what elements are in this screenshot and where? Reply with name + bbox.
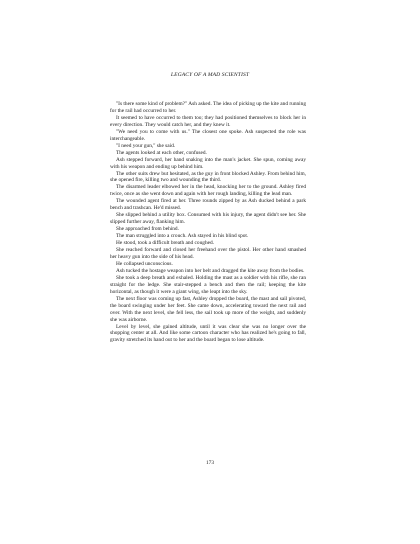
paragraph: The next floor was coming up fast, Ashley dropped the board, the mast and sail pivoted, the board swinging under her feet. She came down, accelerating toward the next rail and over. With the next level, she fell less, the sail took up more of the weight, and suddenly she was airborne. — [110, 295, 306, 323]
paragraph: She approached from behind. — [116, 226, 179, 233]
paragraph: The man struggled into a crouch. Ash stayed in his blind spot. — [116, 233, 249, 240]
paragraph: He collapsed unconscious. — [116, 260, 173, 267]
body-text — [110, 101, 306, 344]
paragraph: She reached forward and closed her freehand over the pistol. Her other hand smashed her heavy gun into the side of his head. — [110, 247, 306, 260]
paragraph: Level by level, she gained altitude, until it was clear she was no longer over the shopping center at all. And like some cartoon character who has realized he's going to fall, gravity stretched its hand out to her and the board began to lose altitude. — [110, 323, 306, 344]
paragraph: The agents looked at each other, confused. — [116, 149, 207, 156]
paragraph: The disarmed leader elbowed her in the head, knocking her to the ground. Ashley fired twice, once as she went down and again with her rough landing, killing the lead man. — [110, 184, 306, 198]
paragraph: "Is there some kind of problem?" Ash asked. The idea of picking up the kite and running for the rail had occurred to her. — [110, 101, 306, 114]
paragraph: He stood, took a difficult breath and coughed. — [116, 240, 214, 247]
paragraph: It seemed to have occurred to them too; they had positioned themselves to block her in every direction. They would catch her, and they knew it. — [110, 114, 306, 128]
paragraph: "We need you to come with us." The closest one spoke. Ash suspected the role was interchangeable. — [110, 128, 306, 142]
paragraph: "I need your gun," she said. — [116, 142, 176, 149]
paragraph: Ash tucked the hostage weapon into her belt and dragged the kite away from the bodies. — [116, 267, 305, 274]
running-head: LEGACY OF A MAD SCIENTIST — [170, 72, 250, 78]
paragraph: She slipped behind a utility box. Consumed with his injury, the agent didn't see her. She slipped further away, flanking him. — [110, 212, 306, 226]
page-number: 173 — [205, 460, 215, 466]
paragraph: The other suits drew but hesitated, as the guy in front blocked Ashley. From behind him, she opened fire, killing two and wounding the third. — [110, 170, 306, 184]
paragraph: The wounded agent fired at her. Three rounds zipped by as Ash ducked behind a park bench and trashcan. He'd missed. — [110, 198, 306, 212]
paragraph: She took a deep breath and exhaled. Holding the mast as a soldier with his rifle, she ran straight for the ledge. She stair-stepped a bench and then the rail; keeping the kite horizontal, as though it were a giant wing, she leapt into the sky. — [110, 274, 306, 295]
paragraph: Ash stepped forward, her hand snaking into the man's jacket. She spun, coming away with his weapon and ending up behind him. — [110, 156, 306, 170]
